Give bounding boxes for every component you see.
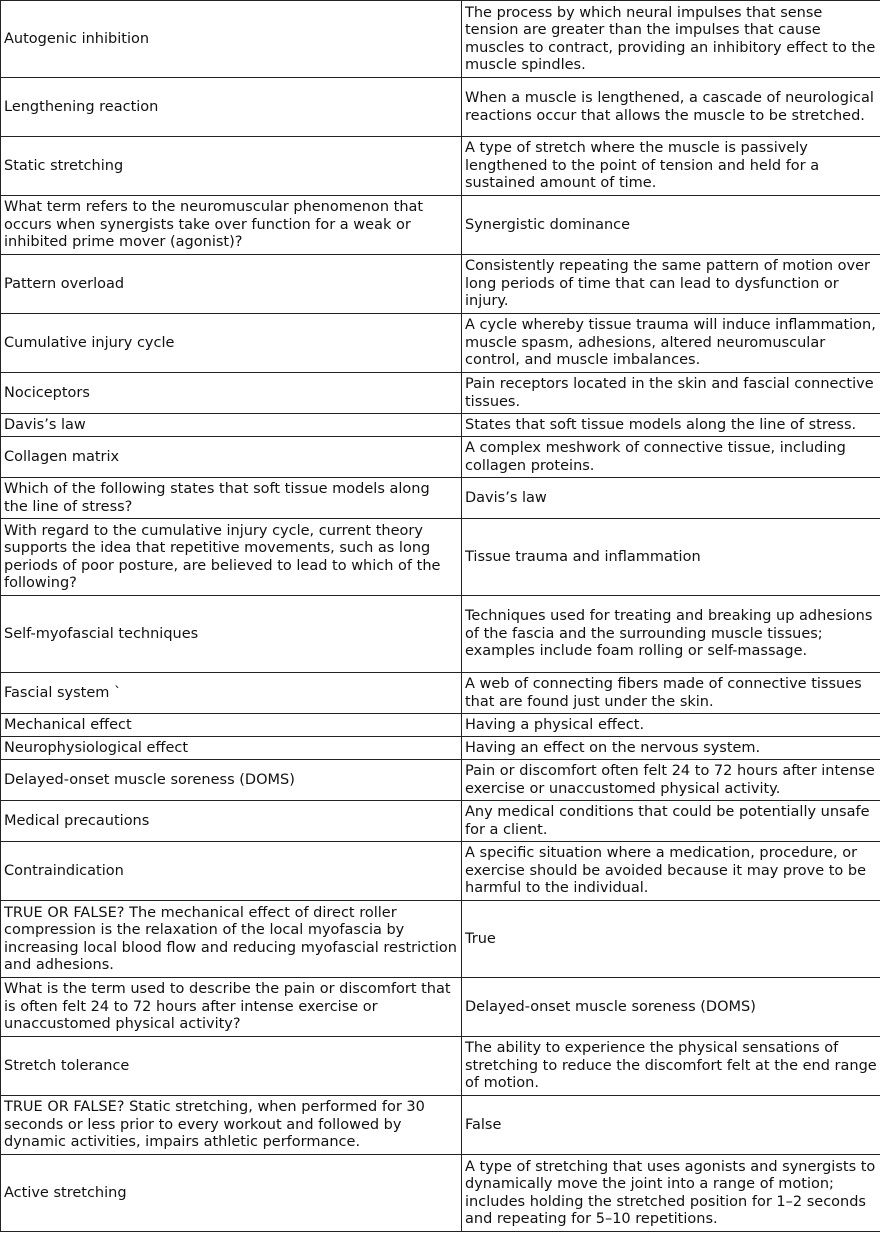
table-row bbox=[1, 842, 880, 901]
definition-cell: Consistently repeating the same pattern of motion over long periods of time that can lead to dysfunction or injury. bbox=[462, 255, 880, 314]
table-row bbox=[1, 737, 880, 760]
term-cell: Cumulative injury cycle bbox=[1, 314, 462, 373]
definition-cell: A complex meshwork of connective tissue, including collagen proteins. bbox=[462, 437, 880, 478]
term-cell: Neurophysiological effect bbox=[1, 737, 462, 760]
table-row bbox=[1, 314, 880, 373]
term-cell: Pattern overload bbox=[1, 255, 462, 314]
definition-cell: Synergistic dominance bbox=[462, 196, 880, 255]
term-cell: Medical precautions bbox=[1, 801, 462, 842]
table-row bbox=[1, 760, 880, 801]
term-cell: Nociceptors bbox=[1, 373, 462, 414]
table-row bbox=[1, 478, 880, 519]
definition-cell: False bbox=[462, 1096, 880, 1155]
definition-cell: Pain receptors located in the skin and fascial connective tissues. bbox=[462, 373, 880, 414]
definition-cell: States that soft tissue models along the line of stress. bbox=[462, 414, 880, 437]
definition-cell: Any medical conditions that could be potentially unsafe for a client. bbox=[462, 801, 880, 842]
flashcard-table-body bbox=[1, 1, 880, 1232]
term-cell: What term refers to the neuromuscular phenomenon that occurs when synergists take over function for a weak or inhibited prime mover (agonist)? bbox=[1, 196, 462, 255]
term-cell: Contraindication bbox=[1, 842, 462, 901]
table-row bbox=[1, 801, 880, 842]
table-row bbox=[1, 1096, 880, 1155]
definition-cell: Having a physical effect. bbox=[462, 714, 880, 737]
term-cell: What is the term used to describe the pain or discomfort that is often felt 24 to 72 hours after intense exercise or unaccustomed physical activity? bbox=[1, 978, 462, 1037]
term-cell: Mechanical effect bbox=[1, 714, 462, 737]
table-row bbox=[1, 196, 880, 255]
definition-cell: Tissue trauma and inflammation bbox=[462, 519, 880, 596]
table-row bbox=[1, 137, 880, 196]
term-cell: Stretch tolerance bbox=[1, 1037, 462, 1096]
table-row bbox=[1, 414, 880, 437]
definition-cell: A specific situation where a medication, procedure, or exercise should be avoided because it may prove to be harmful to the individual. bbox=[462, 842, 880, 901]
definition-cell: Delayed-onset muscle soreness (DOMS) bbox=[462, 978, 880, 1037]
definition-cell: Techniques used for treating and breaking up adhesions of the fascia and the surrounding muscle tissues; examples include foam rolling or self-massage. bbox=[462, 596, 880, 673]
definition-cell: The process by which neural impulses that sense tension are greater than the impulses that cause muscles to contract, providing an inhibitory effect to the muscle spindles. bbox=[462, 1, 880, 78]
table-row bbox=[1, 714, 880, 737]
term-cell: TRUE OR FALSE? The mechanical effect of direct roller compression is the relaxation of the local myofascia by increasing local blood flow and reducing myofascial restriction and adhesions. bbox=[1, 901, 462, 978]
table-row bbox=[1, 596, 880, 673]
table-row bbox=[1, 1155, 880, 1232]
definition-cell: A type of stretch where the muscle is passively lengthened to the point of tension and held for a sustained amount of time. bbox=[462, 137, 880, 196]
term-cell: With regard to the cumulative injury cycle, current theory supports the idea that repetitive movements, such as long periods of poor posture, are believed to lead to which of the following? bbox=[1, 519, 462, 596]
table-row bbox=[1, 1, 880, 78]
table-row bbox=[1, 901, 880, 978]
term-cell: Delayed-onset muscle soreness (DOMS) bbox=[1, 760, 462, 801]
term-cell: Self-myofascial techniques bbox=[1, 596, 462, 673]
definition-cell: The ability to experience the physical sensations of stretching to reduce the discomfort felt at the end range of motion. bbox=[462, 1037, 880, 1096]
definition-cell: Having an effect on the nervous system. bbox=[462, 737, 880, 760]
definition-cell: A cycle whereby tissue trauma will induce inflammation, muscle spasm, adhesions, altered neuromuscular control, and muscle imbalances. bbox=[462, 314, 880, 373]
table-row bbox=[1, 673, 880, 714]
term-cell: Active stretching bbox=[1, 1155, 462, 1232]
definition-cell: A web of connecting fibers made of connective tissues that are found just under the skin. bbox=[462, 673, 880, 714]
table-row bbox=[1, 1037, 880, 1096]
table-row bbox=[1, 437, 880, 478]
definition-cell: True bbox=[462, 901, 880, 978]
table-row bbox=[1, 978, 880, 1037]
term-cell: Autogenic inhibition bbox=[1, 1, 462, 78]
table-row bbox=[1, 373, 880, 414]
definition-cell: Davis’s law bbox=[462, 478, 880, 519]
term-cell: Lengthening reaction bbox=[1, 78, 462, 137]
definition-cell: Pain or discomfort often felt 24 to 72 hours after intense exercise or unaccustomed physical activity. bbox=[462, 760, 880, 801]
term-cell: Davis’s law bbox=[1, 414, 462, 437]
term-cell: Which of the following states that soft tissue models along the line of stress? bbox=[1, 478, 462, 519]
table-row bbox=[1, 255, 880, 314]
term-cell: Static stretching bbox=[1, 137, 462, 196]
table-row bbox=[1, 78, 880, 137]
table-row bbox=[1, 519, 880, 596]
term-cell: Fascial system ` bbox=[1, 673, 462, 714]
term-cell: TRUE OR FALSE? Static stretching, when performed for 30 seconds or less prior to every workout and followed by dynamic activities, impairs athletic performance. bbox=[1, 1096, 462, 1155]
definition-cell: A type of stretching that uses agonists and synergists to dynamically move the joint into a range of motion; includes holding the stretched position for 1–2 seconds and repeating for 5–10 repetitions. bbox=[462, 1155, 880, 1232]
definition-cell: When a muscle is lengthened, a cascade of neurological reactions occur that allows the muscle to be stretched. bbox=[462, 78, 880, 137]
term-cell: Collagen matrix bbox=[1, 437, 462, 478]
